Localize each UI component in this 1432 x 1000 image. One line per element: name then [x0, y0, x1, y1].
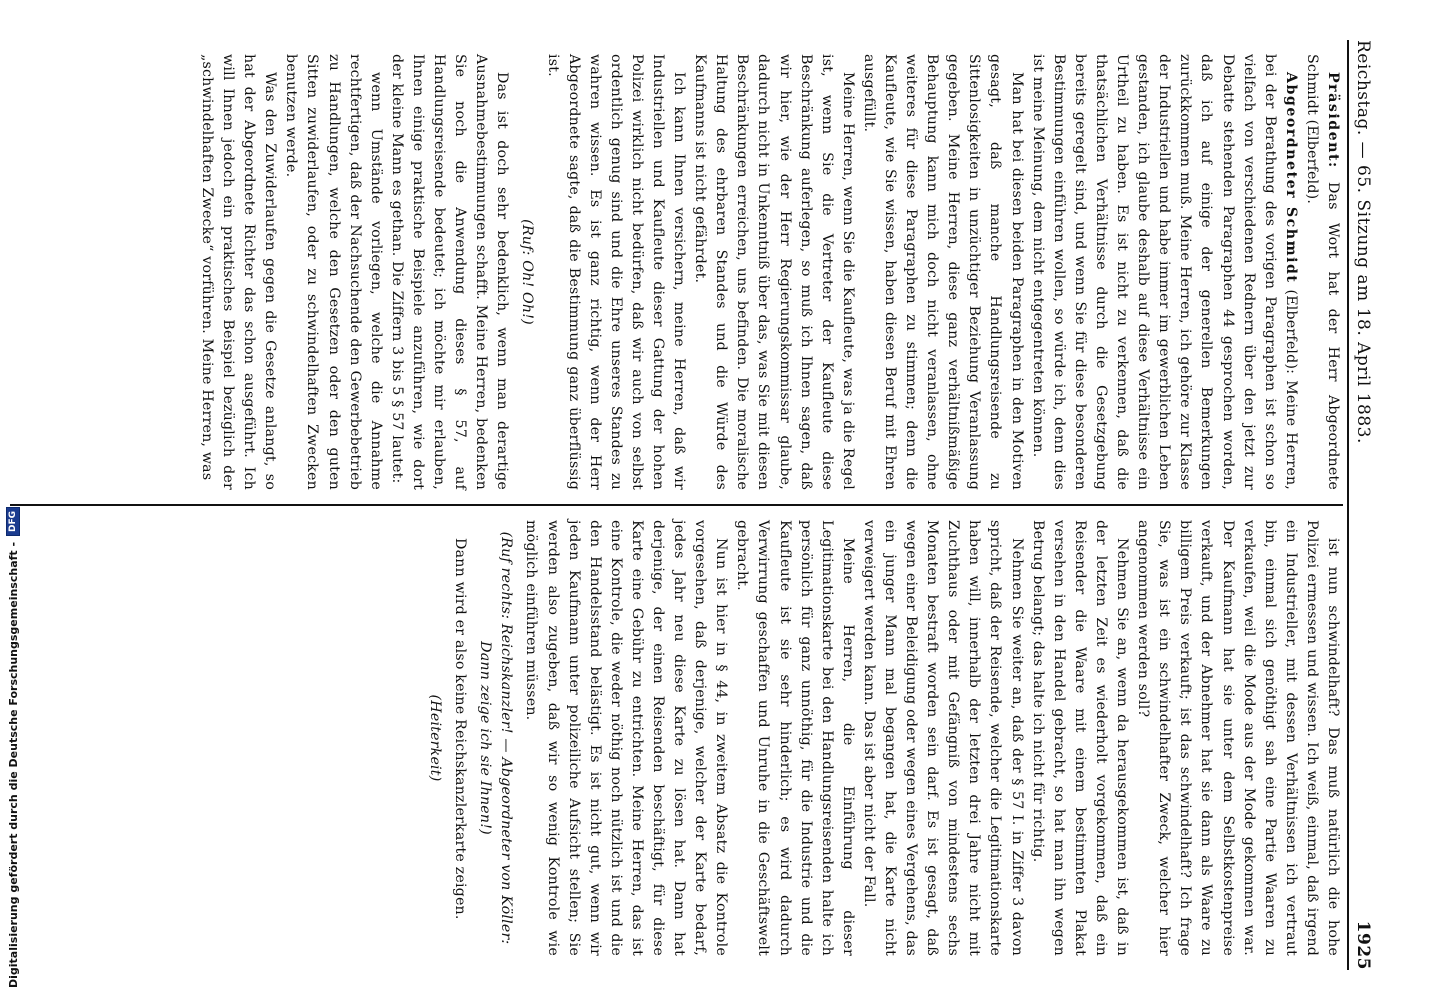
page-number: 1925 — [1353, 920, 1373, 970]
paragraph-text: Man hat bei diesen beiden Paragraphen in den Motiven gesagt, daß manche Handlungsreisende zu Sittenlosigkeiten in unzüchtiger Beziehung Veranlassung gegeben. Meine Herren, diese ganz verhältnißmäßige Behauptung kann mich doch nicht veranlassen, ohne weiteres für diese Paragraphen zu stimmen; denn die Kaufleute, wie Sie wissen, haben diesen Beruf mit Ehren ausgefüllt. — [860, 54, 1025, 490]
paragraph-text: Nehmen Sie an, wenn da herausgekommen ist, daß in der letzten Zeit es wiederholt vorgekommen, daß ein Reisender die Waare mit einem bestimmten Plakat versehen in den Handel gebracht, so hat man ihn wegen Betrug belangt; das halte ich nicht für richtig. — [1029, 520, 1131, 956]
paragraph — [449, 520, 470, 956]
paragraph-text: Dann wird er also keine Reichskanzlerkarte zeigen. — [452, 538, 469, 920]
digitization-credit — [6, 507, 20, 988]
paragraph — [1027, 520, 1132, 956]
paragraph — [516, 54, 537, 490]
paragraph-text: (Heiterkeit) — [427, 694, 444, 782]
paragraph-text: ist nun schwindelhaft? Das muß natürlich die hohe Polizei ermessen und wissen. Ich weiß, einmal, daß irgend ein Industrieller, mit dessen Verhältnissen ich vertraut bin, einmal sich genöthigt sah eine Partie Waaren zu verkaufen, weil die Mode aus der Mode gekommen war. Der Kaufmann hat sie unter dem Selbstkostenpreise verkauft, und der Abnehmer hat sie dann als Waare zu billigem Preis verkauft; ist das schwindelhaft? Ich frage Sie, was ist ein schwindelhafter Zweck, welcher hier angenommen werden soll? — [1135, 520, 1341, 956]
paragraph-text: (Ruf rechts: Reichskanzler! — Abgeordneter von Köller: Dann zeige ich sie Ihnen!) — [477, 531, 515, 945]
dfg-logo: DFG — [6, 507, 20, 536]
paragraph — [474, 520, 516, 956]
paragraph-text: wenn Umstände vorliegen, welche die Annahme rechtfertigen, daß der Nachsuchende den Gewerbebetrieb zu Handlungen, welche den Gesetzen oder den guten Sitten zuwiderlaufen, oder zu schwindelhaften Zwecken benutzen werde. — [283, 54, 384, 490]
running-header — [1347, 40, 1387, 970]
paragraph — [196, 54, 280, 490]
paragraph-text: Was den Zuwiderlaufen gegen die Gesetze anlangt, so hat der Abgeordnete Richter das schon ausgeführt. Ich will Ihnen jedoch ein praktisches Beispiel bezüglich der „schwindelhaften Zwecke“ vorführen. Meine Herren, was — [199, 54, 279, 490]
text-columns — [10, 40, 1343, 970]
paragraph-text: Das ist doch sehr bedenklich, wenn man derartige Ausnahmebestimmungen schafft. Meine Herren, bedenken Sie noch die Anwendung dieses § 57, auf Handlungsreisende bedeutet; ich möchte mir erlauben, Ihnen einige praktische Beispiele anzuführen, wie dort der kleine Mann es gethan. Die Ziffern 3 bis 5 § 57 lautet: — [388, 54, 511, 490]
paragraph-text: (Ruf: Oh! Oh!) — [519, 219, 536, 325]
paragraph — [424, 520, 445, 956]
paragraph-text: Ich kann Ihnen versichern, meine Herren, daß wir Industriellen und Kaufleute dieser Gattung der hohen Polizei wirklich nicht bedürfen, daß wir auch von selbst ordentlich genug sind und die Ehre unseres Standes zu wahren wissen. Es ist ganz richtig, wenn der Herr Abgeordnete sagte, daß die Bestimmung ganz überflüssig ist. — [544, 54, 688, 490]
paragraph-text: (Elberfeld): Meine Herren, bei der Berathung des vorigen Paragraphen ist schon so vielfach von verschiedenen Rednern über den jetzt zur Debatte stehenden Paragraphen 44 gesprochen worden, daß ich auf einige der generellen Bemerkungen zurückkommen muß. Meine Herren, ich gehöre zur Klasse der Industriellen und habe immer im gewerblichen Leben gestanden, ich glaube deshalb auf diese Verhältnisse ein Urtheil zu haben. Es ist nicht zu verkennen, daß die thatsächlichen Verhältnisse durch die Gesetzgebung bereits geregelt sind, und wenn Sie für diese besonderen Bestimmungen einführen wollen, so würde ich, denn dies ist meine Meinung, dem nicht entgegentreten können. — [1029, 54, 1299, 490]
paragraph — [1027, 54, 1301, 490]
paragraph — [689, 54, 858, 490]
paragraph — [541, 54, 689, 490]
column-left — [10, 40, 1343, 504]
paragraph — [1132, 520, 1343, 956]
paragraph-text: Nun ist hier in § 44, in zweitem Absatz die Kontrole vorgesehen, daß derjenige, welcher der Karte bedarf, jedes Jahr neu diese Karte zu lösen hat. Dann hat derjenige, der einen Reisenden beschäftigt, für diese Karte eine Gebühr zu entrichten. Meine Herren, das ist eine Kontrole, die weder nöthig noch nützlich ist und die den Handelsstand belästigt. Es ist nicht gut, wenn wir jeden Kaufmann unter polizeiliche Aufsicht stellen; Sie werden also zugeben, daß wir so wenig Kontrole wie möglich einführen müssen. — [523, 520, 730, 956]
paragraph-text: Das Wort hat der Herr Abgeordnete Schmidt (Elberfeld). — [1303, 54, 1341, 490]
paragraph — [520, 520, 731, 956]
paragraph-text: Meine Herren, wenn Sie die Kaufleute, was ja die Regel ist, wenn Sie die Vertreter der Kaufleute diese Beschränkung auferlegen, so muß ich Ihnen sagen, daß wir hier, wie der Herr Regierungskommissar glaube, dadurch nicht in Unkenntniß über das, was Sie mit diesen Beschränkungen erreichen, uns befinden. Die moralische Haltung des ehrbaren Standes und die Würde des Kaufmanns ist nicht gefährdet. — [692, 54, 856, 490]
paragraph — [731, 520, 858, 956]
column-right — [10, 504, 1343, 970]
paragraph-text: Meine Herren, die Einführung dieser Legitimationskarte bei den Handlungsreisenden halte ich persönlich für ganz unnöthig, für die Industrie und die Kaufleute ist sie sehr hinderlich; es wird dadurch Verwirrung geschaffen und Unruhe in die Geschäftswelt gebracht. — [734, 520, 856, 956]
header-title: Reichstag. — 65. Sitzung am 18. April 1883. — [1353, 40, 1373, 444]
paragraph — [858, 54, 1027, 490]
speaker-name: Abgeordneter Schmidt — [1282, 72, 1299, 284]
paragraph — [858, 520, 1027, 956]
paragraph — [1301, 54, 1343, 490]
paragraph — [386, 54, 513, 490]
paragraph — [280, 54, 385, 490]
speaker-name: Präsident: — [1325, 72, 1341, 169]
digitization-note: Digitalisierung gefördert durch die Deutsche Forschungsgemeinschaft - — [6, 541, 20, 988]
paragraph-text: Nehmen Sie weiter an, daß der § 57 I. in Ziffer 3 davon spricht, daß der Reisende, welcher die Legitimationskarte haben will, innerhalb der letzten drei Jahre nicht mit Zuchthaus oder mit Gefängniß von mindestens sechs Monaten bestraft worden sein darf. Es ist gesagt, daß wegen einer Beleidigung oder wegen eines Vergehens, das ein junger Mann mal begangen hat, die Karte nicht verweigert werden kann. Das ist aber nicht der Fall. — [860, 520, 1025, 956]
